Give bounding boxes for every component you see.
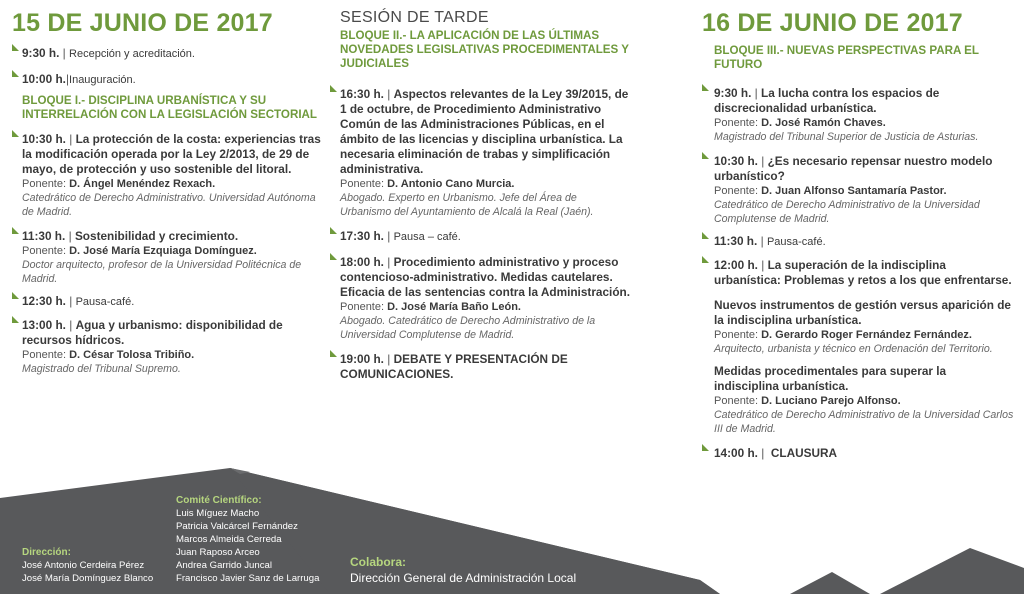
footer-comite [176, 494, 319, 585]
speaker: Ponente: D. Juan Alfonso Santamaría Pastor. [714, 185, 947, 197]
comite-label: Comité Científico: [176, 495, 262, 506]
entry-time: 9:30 h. [714, 86, 752, 100]
agenda-entry: 13:00 h. | Agua y urbanismo: disponibilidad de recursos hídricos. Ponente: D. César Tolosa Tribiño. Magistrado del Tribunal Supremo. [12, 318, 322, 376]
entry-text: Recepción y acreditación. [69, 48, 195, 60]
speaker-name: D. Luciano Parejo Alfonso. [761, 395, 901, 407]
triangle-icon [702, 84, 709, 91]
sub-talk [702, 364, 1014, 436]
agenda-entry: 18:00 h. | Procedimiento administrativo y proceso contencioso-administrativo. Medidas cautelares. Eficacia de las sentencias contra la Administración. Ponente: D. José María Baño León. Abogado. Catedrático de Derecho Administrativo de la Universidad Complutense de Madrid. [330, 255, 630, 342]
speaker: Ponente: D. César Tolosa Tribiño. [22, 349, 195, 361]
agenda-entry: 9:30 h. | Recepción y acreditación. [12, 46, 322, 62]
entry-time: 19:00 h. [340, 352, 384, 366]
entry-time: 17:30 h. [340, 229, 384, 243]
agenda-entry: 9:30 h. | La lucha contra los espacios de discrecionalidad urbanística. Ponente: D. José Ramón Chaves. Magistrado del Tribunal Superior de Justicia de Asturias. [702, 86, 1014, 144]
colabora-text: Dirección General de Administración Local [350, 571, 577, 585]
entry-time: 11:30 h. [22, 229, 66, 243]
speaker: Ponente: D. Ángel Menéndez Rexach. [22, 178, 216, 190]
talk-title: Sostenibilidad y crecimiento. [74, 229, 239, 243]
entry-time: 18:00 h. [340, 255, 384, 269]
comite-member: Andrea Garrido Juncal [176, 560, 272, 571]
speaker-affiliation: Magistrado del Tribunal Supremo. [22, 363, 181, 375]
agenda-entry: 11:30 h. | Pausa-café. [702, 234, 1014, 250]
speaker: Ponente: D. José Ramón Chaves. [714, 117, 886, 129]
triangle-icon [330, 350, 337, 357]
agenda-entry: 14:00 h. | CLAUSURA [702, 446, 1014, 461]
talk-title: La superación de la indisciplina urbanística: Problemas y retos a los que enfrentarse. [714, 258, 1012, 287]
direccion-name: José María Domínguez Blanco [22, 573, 154, 584]
triangle-icon [12, 70, 19, 77]
footer-peak-right [880, 548, 1024, 594]
entry-time: 9:30 h. [22, 46, 60, 60]
day2-column [702, 8, 1014, 461]
triangle-icon [330, 253, 337, 260]
triangle-icon [330, 85, 337, 92]
talk-title: La lucha contra los espacios de discrecionalidad urbanística. [714, 86, 940, 115]
triangle-icon [12, 44, 19, 51]
entry-text: Pausa-café. [766, 236, 826, 248]
entry-time: 10:30 h. [714, 154, 758, 168]
agenda-entry: 12:00 h. | La superación de la indisciplina urbanística: Problemas y retos a los que enfrentarse. [702, 258, 1014, 288]
speaker-affiliation: Magistrado del Tribunal Superior de Justicia de Asturias. [714, 131, 979, 143]
triangle-icon [702, 444, 709, 451]
entry-text: Inauguración. [69, 74, 136, 86]
speaker-name: D. Ángel Menéndez Rexach. [69, 178, 216, 190]
agenda-entry: 10:30 h. | La protección de la costa: experiencias tras la modificación operada por la Ley 2/2013, de 29 de mayo, de protección y uso sostenible del litoral. Ponente: D. Ángel Menéndez Rexach. Catedrático de Derecho Administrativo. Universidad Autónoma de Madrid. [12, 132, 322, 219]
talk-title: Procedimiento administrativo y proceso contencioso-administrativo. Medidas cautelares. Eficacia de las sentencias contra la Administración. [340, 255, 631, 299]
speaker-name: D. Gerardo Roger Fernández Fernández. [761, 329, 972, 341]
day1-column [12, 8, 322, 376]
talk-title: Aspectos relevantes de la Ley 39/2015, de 1 de octubre, de Procedimiento Administrativo Común de las Administraciones Públicas, en el ámbito de las licencias y disciplina urbanística. La necesaria eliminación de trabas y simplificación administrativa. [340, 87, 629, 176]
day2-title: 16 DE JUNIO DE 2017 [702, 9, 963, 37]
entry-time: 10:30 h. [22, 132, 66, 146]
entry-time: 13:00 h. [22, 318, 66, 332]
speaker: Ponente: D. Luciano Parejo Alfonso. [714, 395, 901, 407]
comite-member: Francisco Javier Sanz de Larruga [176, 573, 320, 584]
speaker-name: D. José María Ezquiaga Domínguez. [69, 245, 257, 257]
speaker-affiliation: Catedrático de Derecho Administrativo. Universidad Autónoma de Madrid. [22, 192, 316, 218]
colabora-label: Colabora: [350, 555, 407, 569]
talk-title: La protección de la costa: experiencias tras la modificación operada por la Ley 2/2013, de 29 de mayo, de protección y uso sostenible del litoral. [22, 132, 321, 176]
entry-time: 11:30 h. [714, 234, 758, 248]
speaker-affiliation: Abogado. Experto en Urbanismo. Jefe del Área de Urbanismo del Ayuntamiento de Alcalá la Real (Jaén). [340, 192, 594, 218]
day1-title: 15 DE JUNIO DE 2017 [12, 9, 273, 37]
speaker-affiliation: Abogado. Catedrático de Derecho Administrativo de la Universidad Complutense de Madrid. [340, 315, 596, 341]
comite-member: Marcos Almeida Cerreda [176, 534, 282, 545]
speaker-name: D. César Tolosa Tribiño. [69, 349, 195, 361]
entry-time: 14:00 h. [714, 446, 758, 460]
speaker: Ponente: D. José María Baño León. [340, 301, 521, 313]
entry-text: Pausa – café. [393, 231, 461, 243]
agenda-entry: 10:00 h.|Inauguración. [12, 72, 322, 88]
comite-member: Luis Míguez Macho [176, 508, 260, 519]
agenda-entry: 12:30 h. | Pausa-café. [12, 294, 322, 310]
triangle-icon [12, 292, 19, 299]
talk-title: ¿Es necesario repensar nuestro modelo urbanístico? [714, 154, 993, 183]
entry-time: 12:30 h. [22, 294, 66, 308]
triangle-icon [12, 316, 19, 323]
speaker-affiliation: Doctor arquitecto, profesor de la Universidad Politécnica de Madrid. [22, 259, 302, 285]
agenda-entry: 19:00 h. | DEBATE Y PRESENTACIÓN DE COMUNICACIONES. [330, 352, 630, 382]
comite-member: Patricia Valcárcel Fernández [176, 521, 298, 532]
block3-title: BLOQUE III.- NUEVAS PERSPECTIVAS PARA EL FUTURO [714, 44, 979, 71]
session-title: SESIÓN DE TARDE [340, 9, 489, 26]
triangle-icon [12, 227, 19, 234]
block1-title: BLOQUE I.- DISCIPLINA URBANÍSTICA Y SU INTERRELACIÓN CON LA LEGISLACIÓN SECTORIAL [22, 94, 318, 121]
speaker: Ponente: D. Gerardo Roger Fernández Fernández. [714, 329, 972, 341]
direccion-label: Dirección: [22, 547, 71, 558]
triangle-icon [702, 232, 709, 239]
speaker-affiliation: Arquitecto, urbanista y técnico en Ordenación del Territorio. [714, 343, 993, 355]
speaker-name: D. José María Baño León. [387, 301, 521, 313]
speaker: Ponente: D. Antonio Cano Murcia. [340, 178, 515, 190]
speaker-name: D. Juan Alfonso Santamaría Pastor. [761, 185, 947, 197]
afternoon-session-column [330, 8, 630, 382]
speaker: Ponente: D. José María Ezquiaga Domínguez. [22, 245, 257, 257]
talk-title: Nuevos instrumentos de gestión versus aparición de la indisciplina urbanística. [714, 298, 1011, 327]
agenda-entry: 17:30 h. | Pausa – café. [330, 229, 630, 245]
entry-time: 16:30 h. [340, 87, 384, 101]
speaker-name: D. José Ramón Chaves. [761, 117, 886, 129]
entry-text: Pausa-café. [75, 296, 135, 308]
triangle-icon [702, 152, 709, 159]
entry-time: 10:00 h. [22, 72, 66, 86]
agenda-entry: 10:30 h. | ¿Es necesario repensar nuestro modelo urbanístico? Ponente: D. Juan Alfonso Santamaría Pastor. Catedrático de Derecho Administrativo de la Universidad Complutense de Madrid. [702, 154, 1014, 226]
triangle-icon [12, 130, 19, 137]
closing-title: CLAUSURA [770, 446, 838, 460]
speaker-name: D. Antonio Cano Murcia. [387, 178, 515, 190]
talk-title: Agua y urbanismo: disponibilidad de recursos hídricos. [22, 318, 283, 347]
footer-direccion [22, 546, 153, 585]
direccion-name: José Antonio Cerdeira Pérez [22, 560, 145, 571]
footer-peak-small [790, 572, 870, 594]
talk-title: DEBATE Y PRESENTACIÓN DE COMUNICACIONES. [340, 352, 568, 381]
triangle-icon [330, 227, 337, 234]
speaker-affiliation: Catedrático de Derecho Administrativo de la Universidad Complutense de Madrid. [714, 199, 980, 225]
entry-time: 12:00 h. [714, 258, 758, 272]
sub-talk [702, 298, 1014, 356]
triangle-icon [702, 256, 709, 263]
speaker-affiliation: Catedrático de Derecho Administrativo de la Universidad Carlos III de Madrid. [714, 409, 1014, 435]
comite-member: Juan Raposo Arceo [176, 547, 260, 558]
talk-title: Medidas procedimentales para superar la indisciplina urbanística. [714, 364, 947, 393]
block2-title: BLOQUE II.- LA APLICACIÓN DE LAS ÚLTIMAS NOVEDADES LEGISLATIVAS PROCEDIMENTALES Y JUDICIALES [340, 29, 629, 70]
agenda-entry: 11:30 h. | Sostenibilidad y crecimiento. Ponente: D. José María Ezquiaga Domínguez. Doctor arquitecto, profesor de la Universidad Politécnica de Madrid. [12, 229, 322, 286]
agenda-entry: 16:30 h. | Aspectos relevantes de la Ley 39/2015, de 1 de octubre, de Procedimiento Administrativo Común de las Administraciones Públicas, en el ámbito de las licencias y disciplina urbanística. La necesaria eliminación de trabas y simplificación administrativa. Ponente: D. Antonio Cano Murcia. Abogado. Experto en Urbanismo. Jefe del Área de Urbanismo del Ayuntamiento de Alcalá la Real (Jaén). [330, 87, 630, 219]
